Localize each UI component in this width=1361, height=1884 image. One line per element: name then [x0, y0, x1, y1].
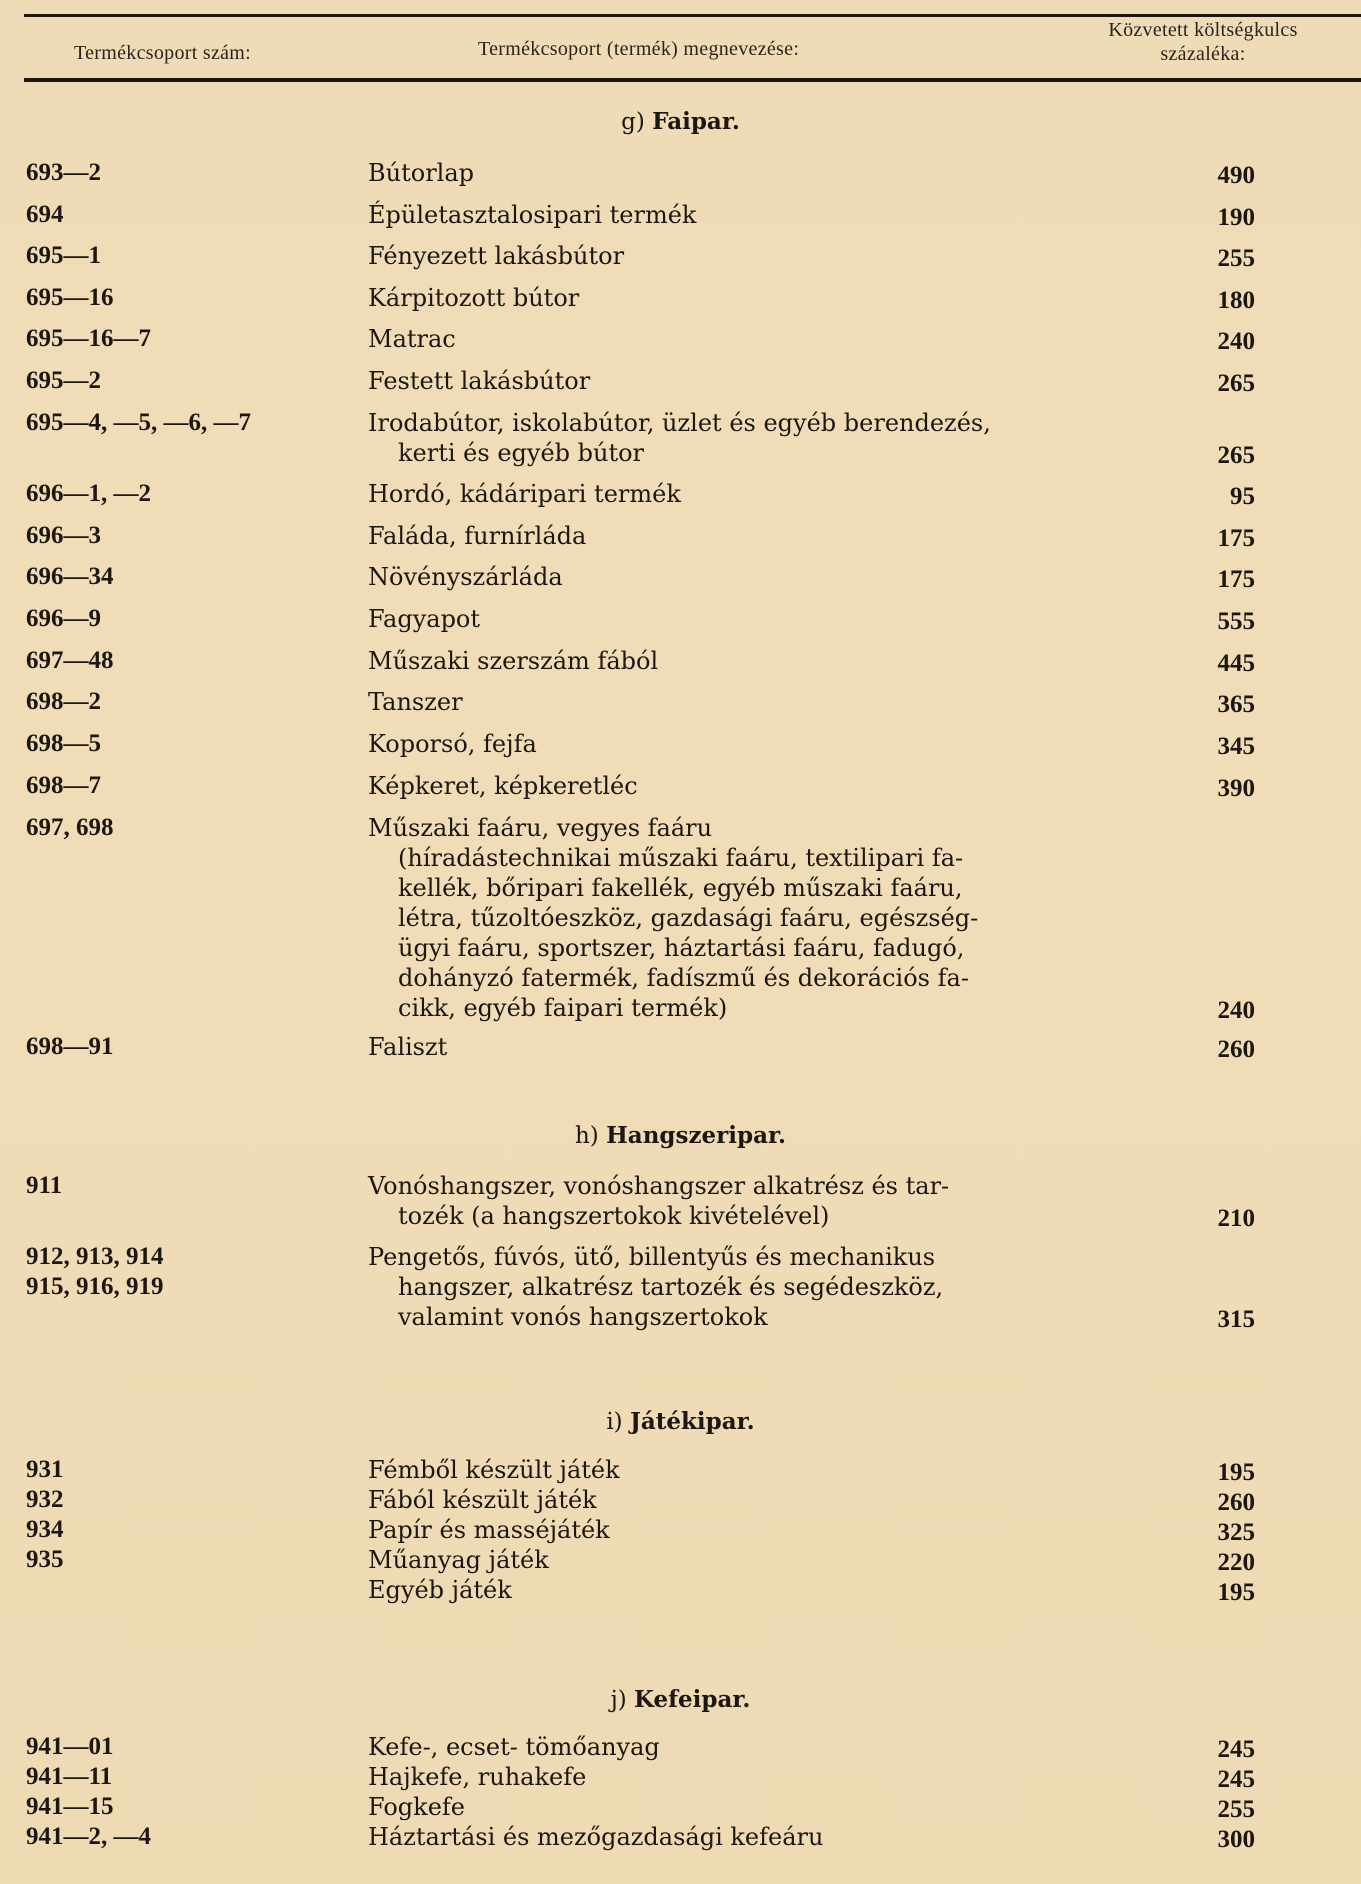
- product-name-line: ügyi faáru, sportszer, háztartási faáru, fadugó,: [398, 934, 965, 962]
- product-name-line: Egyéb játék: [368, 1576, 512, 1604]
- section-title: Faipar.: [652, 108, 740, 135]
- product-group-code: 697, 698: [26, 814, 114, 841]
- cost-rate-value: 325: [1217, 1519, 1255, 1546]
- product-name-line: Tanszer: [368, 688, 463, 716]
- product-name-line: Épületasztalosipari termék: [368, 201, 697, 229]
- product-group-code: 698—7: [26, 772, 101, 799]
- product-name-line: Fagyapot: [368, 605, 481, 633]
- cost-rate-value: 490: [1217, 162, 1255, 189]
- product-name-line: Vonóshangszer, vonóshangszer alkatrész és tar-: [368, 1172, 950, 1200]
- cost-rate-value: 255: [1217, 245, 1255, 272]
- product-group-code: 694: [26, 201, 64, 228]
- section-prefix: j): [610, 1687, 635, 1713]
- cost-rate-value: 390: [1217, 775, 1255, 802]
- header-bottom-rule: [24, 78, 1361, 82]
- product-name-line: hangszer, alkatrész tartozék és segédeszköz,: [398, 1273, 944, 1301]
- product-group-code: 696—9: [26, 605, 101, 632]
- cost-rate-value: 220: [1217, 1549, 1255, 1576]
- cost-rate-value: 245: [1217, 1766, 1255, 1793]
- cost-rate-value: 245: [1217, 1736, 1255, 1763]
- product-group-code: 912, 913, 914: [26, 1243, 164, 1270]
- product-group-code: 931: [26, 1456, 64, 1483]
- product-group-code: 695—16—7: [26, 325, 151, 352]
- product-name-line: Műanyag játék: [368, 1546, 549, 1574]
- product-group-code: 941—15: [26, 1793, 114, 1820]
- cost-rate-value: 210: [1217, 1205, 1255, 1232]
- product-group-code: 941—01: [26, 1733, 114, 1760]
- header-indirect-cost-rate-line2: százaléka:: [1160, 43, 1246, 65]
- product-name-line: Háztartási és mezőgazdasági kefeáru: [368, 1823, 824, 1851]
- product-group-code: 915, 916, 919: [26, 1273, 164, 1300]
- product-name-line: (híradástechnikai műszaki faáru, textilipari fa-: [398, 844, 964, 872]
- cost-rate-value: 345: [1217, 733, 1255, 760]
- product-name-line: Fából készült játék: [368, 1486, 597, 1514]
- product-name-line: Pengetős, fúvós, ütő, billentyűs és mechanikus: [368, 1243, 936, 1271]
- product-name-line: Hajkefe, ruhakefe: [368, 1763, 587, 1791]
- product-name-line: kerti és egyéb bútor: [398, 439, 645, 467]
- cost-rate-value: 315: [1217, 1306, 1255, 1333]
- product-name-line: Papír és masséjáték: [368, 1516, 610, 1544]
- cost-rate-value: 300: [1217, 1826, 1255, 1853]
- cost-rate-value: 175: [1217, 566, 1255, 593]
- section-title: Kefeipar.: [634, 1686, 751, 1713]
- product-name-line: Fényezett lakásbútor: [368, 242, 625, 270]
- product-name-line: Fogkefe: [368, 1793, 465, 1821]
- top-rule: [24, 14, 1361, 17]
- product-name-line: kellék, bőripari fakellék, egyéb műszaki faáru,: [398, 874, 963, 902]
- cost-rate-value: 255: [1217, 1796, 1255, 1823]
- product-group-code: 932: [26, 1486, 64, 1513]
- product-group-code: 696—34: [26, 563, 114, 590]
- product-name-line: Bútorlap: [368, 159, 475, 187]
- product-name-line: létra, tűzoltóeszköz, gazdasági faáru, egészség-: [398, 904, 979, 932]
- header-indirect-cost-rate-line1: Közvetett költségkulcs: [1108, 19, 1298, 41]
- product-name-line: Koporsó, fejfa: [368, 730, 537, 758]
- product-name-line: cikk, egyéb faipari termék): [398, 994, 728, 1022]
- section-prefix: i): [606, 1409, 630, 1435]
- product-group-code: 695—16: [26, 284, 114, 311]
- product-name-line: Képkeret, képkeretléc: [368, 772, 638, 800]
- section-heading: [0, 1122, 1361, 1149]
- cost-rate-value: 175: [1217, 525, 1255, 552]
- cost-rate-value: 265: [1217, 442, 1255, 469]
- product-group-code: 695—4, —5, —6, —7: [26, 409, 251, 436]
- product-name-line: Növényszárláda: [368, 563, 563, 591]
- cost-rate-value: 95: [1230, 483, 1255, 510]
- section-prefix: g): [621, 109, 653, 135]
- product-name-line: Faliszt: [368, 1033, 448, 1061]
- header-product-group-number: Termékcsoport szám:: [74, 42, 252, 64]
- product-group-code: 696—3: [26, 522, 101, 549]
- cost-rate-value: 260: [1217, 1036, 1255, 1063]
- product-name-line: tozék (a hangszertokok kivételével): [398, 1202, 830, 1230]
- section-title: Játékipar.: [629, 1408, 755, 1435]
- cost-rate-value: 180: [1217, 287, 1255, 314]
- product-name-line: Irodabútor, iskolabútor, üzlet és egyéb berendezés,: [368, 409, 991, 437]
- product-group-code: 934: [26, 1516, 64, 1543]
- cost-rate-value: 445: [1217, 650, 1255, 677]
- header-indirect-cost-rate: [1068, 18, 1338, 66]
- product-name-line: Kefe-, ecset- tömőanyag: [368, 1733, 660, 1761]
- product-group-code: 695—2: [26, 367, 101, 394]
- product-group-code: 695—1: [26, 242, 101, 269]
- product-name-line: valamint vonós hangszertokok: [398, 1303, 768, 1331]
- section-title: Hangszeripar.: [606, 1122, 787, 1149]
- product-group-code: 696—1, —2: [26, 480, 151, 507]
- product-group-code: 941—2, —4: [26, 1823, 151, 1850]
- product-group-code: 935: [26, 1546, 64, 1573]
- section-heading: [0, 1408, 1361, 1435]
- product-name-line: Fémből készült játék: [368, 1456, 620, 1484]
- product-group-code: 698—91: [26, 1033, 114, 1060]
- product-name-line: dohányzó fatermék, fadíszmű és dekorációs fa-: [398, 964, 969, 992]
- product-name-line: Műszaki szerszám fából: [368, 647, 659, 675]
- product-name-line: Kárpitozott bútor: [368, 284, 580, 312]
- cost-rate-value: 365: [1217, 691, 1255, 718]
- section-heading: [0, 108, 1361, 135]
- product-group-code: 911: [26, 1172, 63, 1199]
- cost-rate-value: 265: [1217, 370, 1255, 397]
- product-name-line: Hordó, kádáripari termék: [368, 480, 681, 508]
- product-name-line: Faláda, furnírláda: [368, 522, 587, 550]
- cost-rate-value: 240: [1217, 997, 1255, 1024]
- cost-rate-value: 240: [1217, 328, 1255, 355]
- section-heading: [0, 1686, 1361, 1713]
- cost-rate-value: 195: [1217, 1459, 1255, 1486]
- product-group-code: 693—2: [26, 159, 101, 186]
- cost-rate-value: 195: [1217, 1579, 1255, 1606]
- cost-rate-value: 555: [1217, 608, 1255, 635]
- product-name-line: Matrac: [368, 325, 456, 353]
- product-group-code: 941—11: [26, 1763, 113, 1790]
- product-name-line: Festett lakásbútor: [368, 367, 591, 395]
- cost-rate-value: 260: [1217, 1489, 1255, 1516]
- cost-rate-value: 190: [1217, 204, 1255, 231]
- header-product-group-name: Termékcsoport (termék) megnevezése:: [478, 38, 800, 60]
- product-name-line: Műszaki faáru, vegyes faáru: [368, 814, 713, 842]
- product-group-code: 698—5: [26, 730, 101, 757]
- section-prefix: h): [574, 1123, 607, 1149]
- product-group-code: 698—2: [26, 688, 101, 715]
- product-group-code: 697—48: [26, 647, 114, 674]
